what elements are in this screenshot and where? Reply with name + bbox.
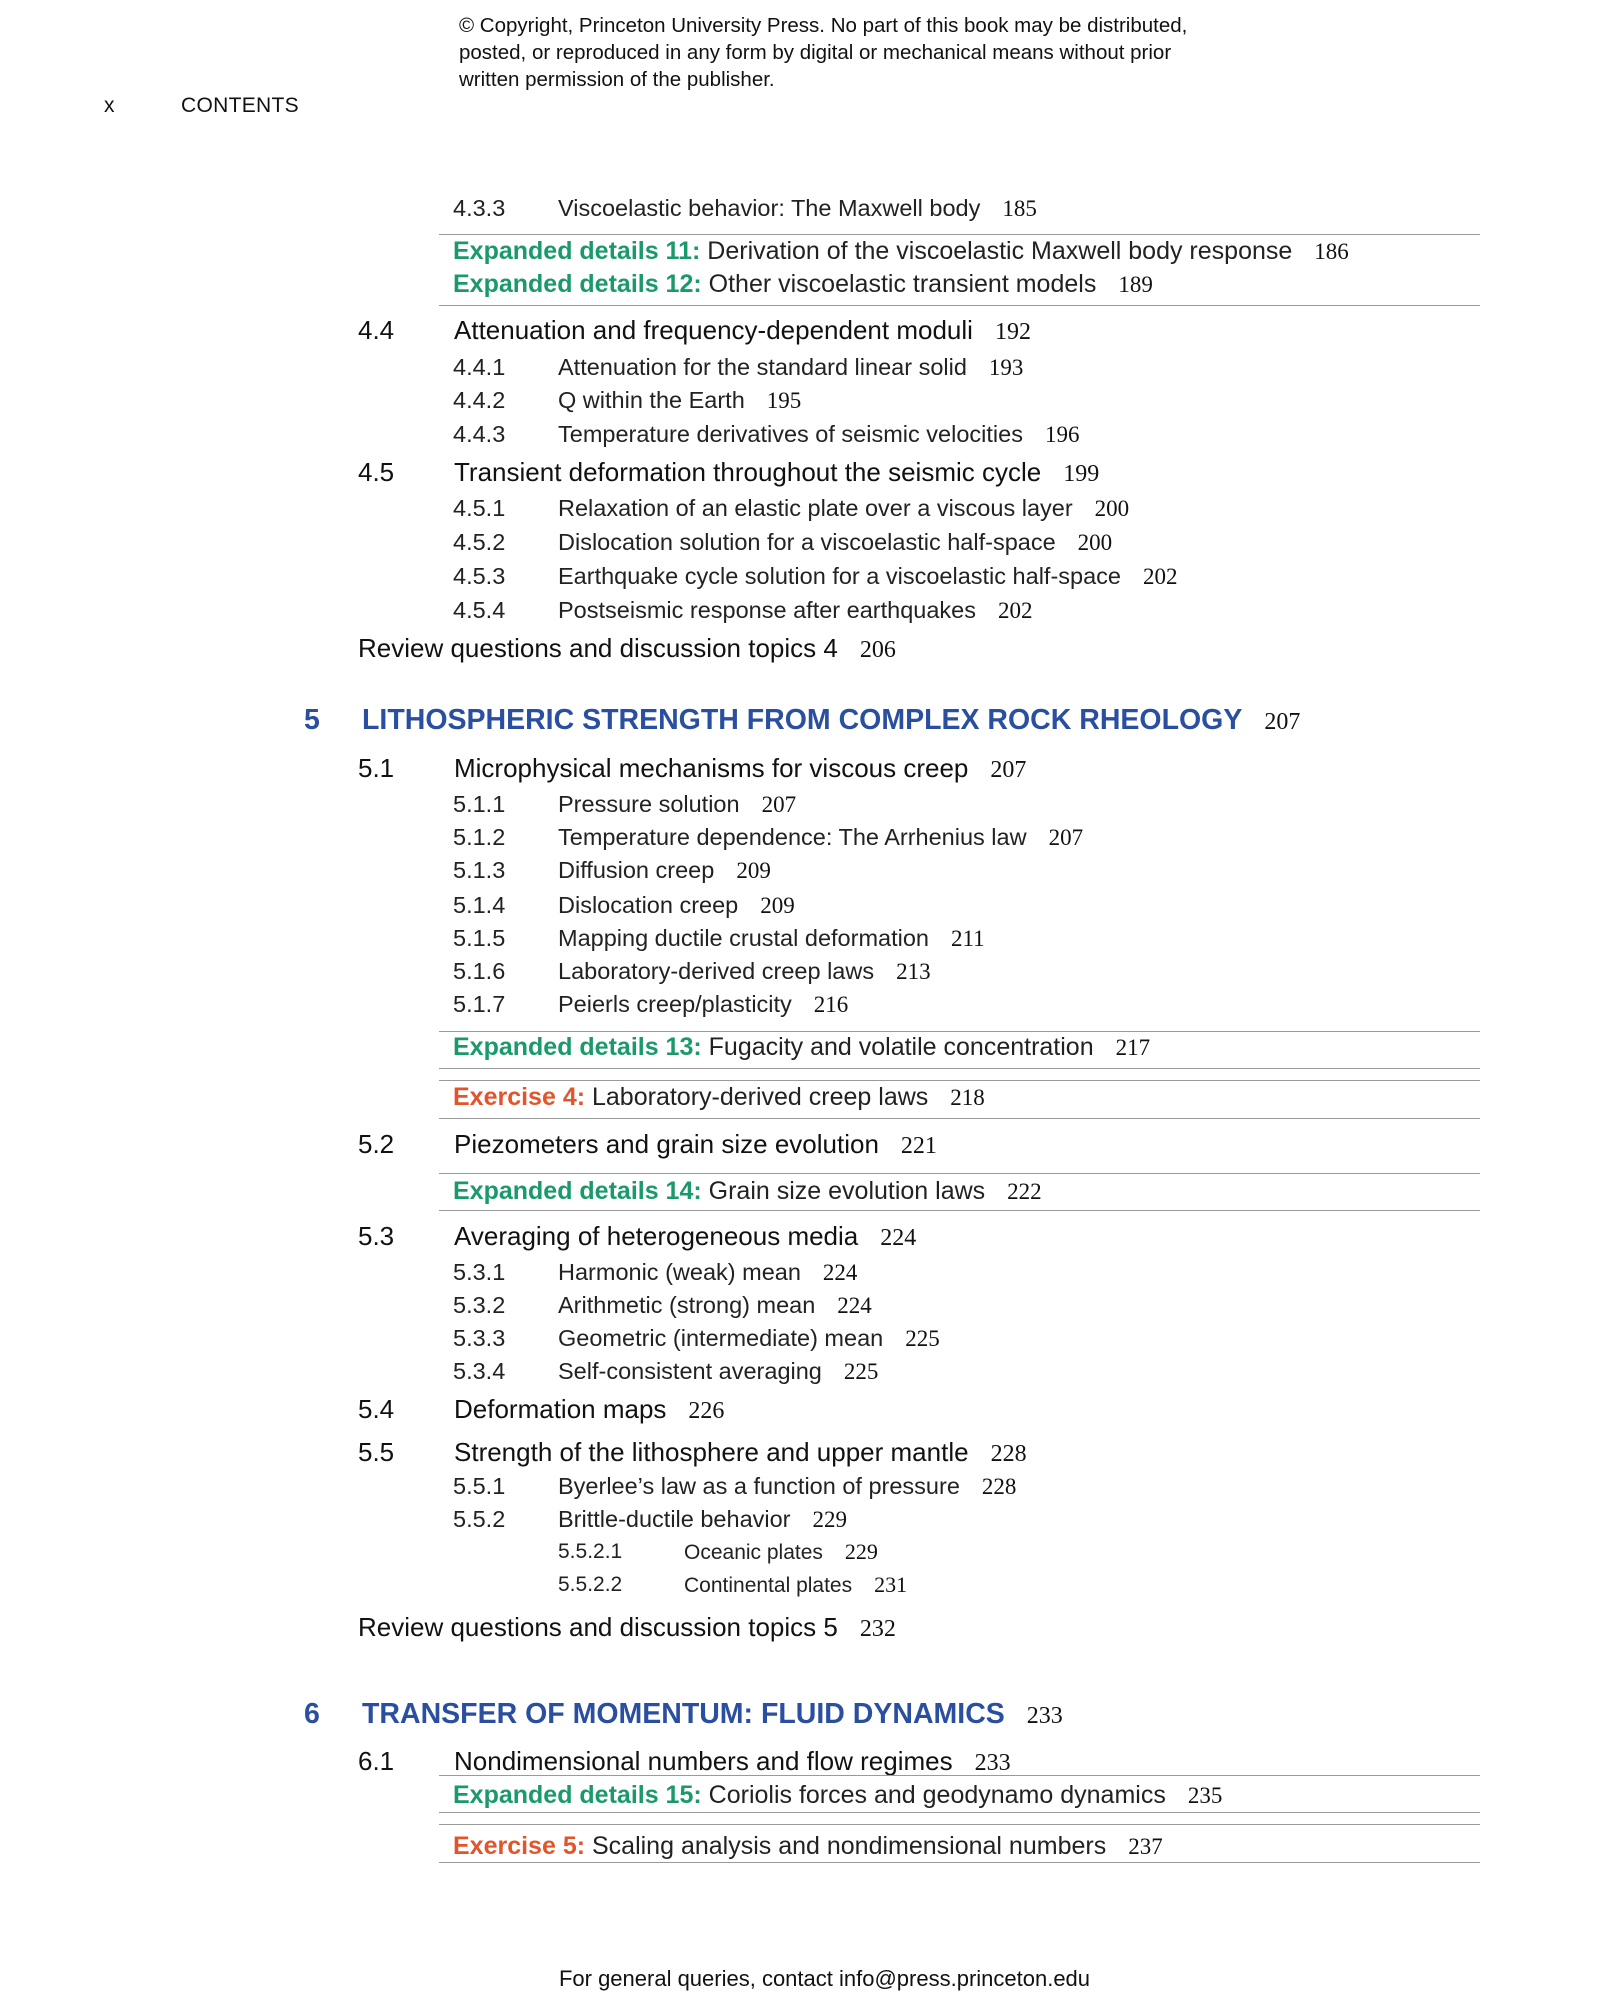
- entry-page-number: 185: [1002, 196, 1037, 221]
- entry-title-group: [454, 1391, 724, 1429]
- toc-entry-subsection: [0, 1254, 1601, 1290]
- toc-entry-subsection: [0, 1353, 1601, 1389]
- entry-number: 5.3.1: [453, 1259, 506, 1285]
- entry-title: Attenuation and frequency-dependent moduli: [454, 315, 973, 345]
- entry-title-group: [558, 819, 1083, 856]
- entry-title: Nondimensional numbers and flow regimes: [454, 1746, 953, 1776]
- toc-entry-box: [0, 1777, 1601, 1813]
- entry-number: 6.1: [358, 1746, 395, 1776]
- entry-title-group: [558, 852, 771, 889]
- entry-number: 4.5.3: [453, 563, 506, 589]
- entry-title: Peierls creep/plasticity: [558, 991, 792, 1017]
- entry-page-number: 222: [1007, 1179, 1042, 1204]
- toc-entry-section: [0, 312, 1601, 348]
- entry-page-number: 200: [1094, 496, 1130, 521]
- box-rule: [439, 1862, 1480, 1863]
- entry-title: LITHOSPHERIC STRENGTH FROM COMPLEX ROCK RHEOLOGY: [362, 704, 1243, 736]
- page-number: x: [104, 94, 115, 117]
- entry-page-number: 207: [1264, 709, 1301, 735]
- entry-title-group: [558, 416, 1079, 453]
- entry-page-number: 229: [812, 1507, 847, 1532]
- entry-page-number: 200: [1077, 530, 1113, 555]
- entry-title-group: [362, 702, 1300, 740]
- entry-page-number: 196: [1044, 422, 1080, 447]
- copyright-notice: © Copyright, Princeton University Press. No part of this book may be distributed, posted, or reproduced in any form by digital or mechanical means without prior written permission of the publisher.: [459, 14, 1188, 91]
- entry-title-group: [453, 1029, 1150, 1066]
- toc-entry-section: [0, 1434, 1601, 1470]
- entry-number: 5.5: [358, 1437, 395, 1467]
- entry-page-number: 237: [1128, 1834, 1163, 1859]
- toc-entry-review: [0, 630, 1601, 666]
- entry-title: Temperature derivatives of seismic velocities: [558, 421, 1023, 447]
- entry-page-number: 224: [822, 1260, 858, 1285]
- entry-title: Review questions and discussion topics 5: [358, 1612, 838, 1642]
- entry-number: 4.3.3: [453, 195, 506, 221]
- box-rule: [439, 1068, 1480, 1069]
- entry-title: Brittle-ductile behavior: [558, 1506, 791, 1532]
- toc-entry-chapter: [0, 702, 1601, 738]
- entry-title: Oceanic plates: [684, 1541, 823, 1564]
- box-rule: [439, 305, 1480, 306]
- entry-page-number: 217: [1115, 1035, 1151, 1060]
- entry-title-group: [453, 1079, 985, 1116]
- entry-page-number: 226: [688, 1398, 725, 1424]
- entry-number: 5.3.3: [453, 1325, 506, 1351]
- entry-title-group: [558, 1501, 847, 1538]
- exercise-label: Exercise 5:: [453, 1832, 586, 1860]
- toc-entry-subsection: [0, 1468, 1601, 1504]
- entry-title: Coriolis forces and geodynamo dynamics: [708, 1781, 1166, 1809]
- toc-entry-subsubsection: [0, 1567, 1601, 1603]
- entry-title-group: [454, 1218, 916, 1256]
- entry-title-group: [558, 887, 795, 924]
- entry-title: Harmonic (weak) mean: [558, 1259, 801, 1285]
- entry-number: 4.5.4: [453, 597, 506, 623]
- entry-title-group: [454, 750, 1026, 788]
- entry-title: Dislocation creep: [558, 892, 739, 918]
- entry-title: Grain size evolution laws: [708, 1177, 986, 1205]
- toc-entry-section: [0, 1218, 1601, 1254]
- entry-page-number: 235: [1187, 1783, 1223, 1808]
- entry-title-group: [558, 382, 801, 419]
- toc-entry-box-ex: [0, 1079, 1601, 1115]
- toc-entry-review: [0, 1609, 1601, 1645]
- entry-title-group: [558, 592, 1033, 629]
- entry-title-group: [454, 454, 1099, 492]
- entry-title: Review questions and discussion topics 4: [358, 633, 838, 663]
- toc-entry-box: [0, 1029, 1601, 1065]
- toc-entry-subsection: [0, 1501, 1601, 1537]
- toc-entry-subsection: [0, 524, 1601, 560]
- entry-title-group: [684, 1534, 878, 1571]
- entry-title-group: [558, 190, 1037, 227]
- entry-title: Piezometers and grain size evolution: [454, 1129, 879, 1159]
- entry-page-number: 228: [981, 1474, 1017, 1499]
- entry-title: Strength of the lithosphere and upper mantle: [454, 1437, 969, 1467]
- entry-title: Postseismic response after earthquakes: [558, 597, 976, 623]
- entry-page-number: 211: [950, 926, 985, 951]
- toc-entry-subsection: [0, 349, 1601, 385]
- toc-entry-subsection: [0, 190, 1601, 226]
- toc-entry-subsection: [0, 558, 1601, 594]
- entry-page-number: 221: [900, 1133, 937, 1159]
- entry-page-number: 229: [844, 1539, 878, 1564]
- toc-entry-subsection: [0, 920, 1601, 956]
- expanded-details-label: Expanded details 14:: [453, 1177, 702, 1205]
- entry-title-group: [362, 1696, 1063, 1734]
- entry-page-number: 218: [950, 1085, 985, 1110]
- toc-entry-subsection: [0, 819, 1601, 855]
- entry-title-group: [558, 558, 1177, 595]
- entry-number: 4.4.2: [453, 387, 506, 413]
- box-rule: [439, 1824, 1480, 1825]
- toc-entry-subsection: [0, 986, 1601, 1022]
- entry-number: 5.1: [358, 753, 395, 783]
- entry-title-group: [453, 266, 1153, 303]
- toc-entry-subsection: [0, 953, 1601, 989]
- running-head-title: CONTENTS: [181, 94, 299, 117]
- entry-title-group: [558, 1254, 857, 1291]
- entry-title: Pressure solution: [558, 791, 740, 817]
- entry-title-group: [358, 630, 896, 668]
- toc-entry-subsection: [0, 887, 1601, 923]
- entry-page-number: 233: [974, 1750, 1011, 1776]
- entry-number: 5.3.2: [453, 1292, 506, 1318]
- entry-title: Q within the Earth: [558, 387, 745, 413]
- expanded-details-label: Expanded details 11:: [453, 237, 701, 265]
- toc-entry-section: [0, 454, 1601, 490]
- entry-title: Laboratory-derived creep laws: [558, 958, 875, 984]
- entry-title: Earthquake cycle solution for a viscoelastic half-space: [558, 563, 1121, 589]
- entry-page-number: 225: [905, 1326, 940, 1351]
- entry-title: Viscoelastic behavior: The Maxwell body: [558, 195, 981, 221]
- box-rule: [439, 1210, 1480, 1211]
- toc-entry-box-ex: [0, 1828, 1601, 1864]
- entry-title-group: [558, 524, 1112, 561]
- toc-entry-subsection: [0, 1320, 1601, 1356]
- entry-title-group: [453, 1828, 1163, 1865]
- entry-title: Averaging of heterogeneous media: [454, 1221, 859, 1251]
- footer-contact: For general queries, contact info@press.princeton.edu: [558, 1966, 1091, 1991]
- entry-page-number: 189: [1118, 272, 1153, 297]
- entry-number: 5.5.2.2: [558, 1573, 623, 1596]
- entry-number: 5.5.2.1: [558, 1540, 623, 1563]
- entry-title-group: [684, 1567, 907, 1604]
- entry-title-group: [358, 1609, 896, 1647]
- entry-number: 5.1.2: [453, 824, 506, 850]
- entry-number: 5.3.4: [453, 1358, 506, 1384]
- entry-title-group: [454, 1126, 937, 1164]
- toc-entry-section: [0, 1743, 1601, 1779]
- entry-page-number: 233: [1026, 1703, 1063, 1729]
- toc-entry-subsection: [0, 490, 1601, 526]
- entry-page-number: 224: [837, 1293, 872, 1318]
- entry-page-number: 207: [1048, 825, 1084, 850]
- entry-number: 6: [304, 1698, 320, 1730]
- entry-title: Byerlee’s law as a function of pressure: [558, 1473, 960, 1499]
- entry-title: Microphysical mechanisms for viscous creep: [454, 753, 969, 783]
- toc-entry-section: [0, 1391, 1601, 1427]
- entry-title-group: [558, 1468, 1016, 1505]
- entry-title-group: [558, 1287, 872, 1324]
- entry-title-group: [453, 233, 1349, 270]
- entry-number: 4.5.1: [453, 495, 506, 521]
- entry-number: 5.1.6: [453, 958, 506, 984]
- toc-entry-chapter: [0, 1696, 1601, 1732]
- entry-page-number: 199: [1063, 461, 1100, 487]
- toc-entry-subsection: [0, 1287, 1601, 1323]
- entry-title: Relaxation of an elastic plate over a viscous layer: [558, 495, 1073, 521]
- entry-title: Scaling analysis and nondimensional numbers: [592, 1832, 1107, 1860]
- entry-title-group: [453, 1173, 1042, 1210]
- expanded-details-label: Expanded details 15:: [453, 1781, 702, 1809]
- entry-title: Laboratory-derived creep laws: [592, 1083, 929, 1111]
- entry-page-number: 207: [761, 792, 797, 817]
- entry-page-number: 195: [766, 388, 802, 413]
- toc-entry-section: [0, 750, 1601, 786]
- entry-number: 5.2: [358, 1129, 395, 1159]
- entry-number: 5.5.1: [453, 1473, 506, 1499]
- entry-number: 5: [304, 704, 320, 736]
- entry-title: Arithmetic (strong) mean: [558, 1292, 816, 1318]
- toc-entry-subsection: [0, 786, 1601, 822]
- entry-page-number: 209: [760, 893, 795, 918]
- entry-page-number: 202: [1142, 564, 1178, 589]
- entry-title-group: [558, 1320, 940, 1357]
- toc-entry-subsubsection: [0, 1534, 1601, 1570]
- entry-title-group: [558, 786, 796, 823]
- toc-entry-subsection: [0, 852, 1601, 888]
- entry-title-group: [558, 953, 931, 990]
- entry-number: 5.1.7: [453, 991, 506, 1017]
- toc-entry-section: [0, 1126, 1601, 1162]
- box-rule: [439, 1118, 1480, 1119]
- entry-page-number: 224: [880, 1225, 917, 1251]
- entry-page-number: 213: [896, 959, 931, 984]
- entry-title-group: [558, 1353, 878, 1390]
- entry-title-group: [454, 312, 1031, 350]
- entry-title-group: [558, 920, 985, 957]
- entry-title: Transient deformation throughout the seismic cycle: [454, 457, 1042, 487]
- toc-entry-box: [0, 266, 1601, 302]
- entry-page-number: 206: [859, 637, 896, 663]
- entry-title-group: [558, 490, 1129, 527]
- entry-page-number: 216: [813, 992, 849, 1017]
- entry-number: 5.1.5: [453, 925, 506, 951]
- entry-title: Fugacity and volatile concentration: [708, 1033, 1094, 1061]
- entry-page-number: 232: [859, 1616, 896, 1642]
- box-rule: [439, 1775, 1480, 1776]
- entry-title-group: [558, 349, 1023, 386]
- entry-title: Dislocation solution for a viscoelastic half-space: [558, 529, 1056, 555]
- entry-title: Attenuation for the standard linear solid: [558, 354, 967, 380]
- entry-number: 4.4.1: [453, 354, 506, 380]
- exercise-label: Exercise 4:: [453, 1083, 586, 1111]
- entry-number: 5.3: [358, 1221, 395, 1251]
- entry-page-number: 209: [736, 858, 771, 883]
- entry-number: 5.1.3: [453, 857, 506, 883]
- expanded-details-label: Expanded details 12:: [453, 270, 702, 298]
- entry-title: Geometric (intermediate) mean: [558, 1325, 884, 1351]
- toc-entry-box: [0, 1173, 1601, 1209]
- toc-entry-subsection: [0, 382, 1601, 418]
- entry-title: Temperature dependence: The Arrhenius law: [558, 824, 1027, 850]
- entry-number: 4.4: [358, 315, 395, 345]
- entry-title: Continental plates: [684, 1574, 853, 1597]
- entry-page-number: 228: [990, 1441, 1027, 1467]
- entry-page-number: 225: [843, 1359, 879, 1384]
- entry-page-number: 207: [990, 757, 1027, 783]
- entry-page-number: 192: [994, 319, 1031, 345]
- box-rule: [439, 1812, 1480, 1813]
- entry-title-group: [454, 1434, 1027, 1472]
- entry-page-number: 231: [874, 1572, 908, 1597]
- toc-entry-subsection: [0, 592, 1601, 628]
- entry-number: 5.5.2: [453, 1506, 506, 1532]
- toc-entry-subsection: [0, 416, 1601, 452]
- entry-title-group: [558, 986, 848, 1023]
- entry-title: Derivation of the viscoelastic Maxwell body response: [707, 237, 1293, 265]
- entry-title: Other viscoelastic transient models: [708, 270, 1097, 298]
- entry-title-group: [453, 1777, 1222, 1814]
- expanded-details-label: Expanded details 13:: [453, 1033, 702, 1061]
- entry-page-number: 202: [998, 598, 1033, 623]
- entry-number: 4.4.3: [453, 421, 506, 447]
- entry-title: Self-consistent averaging: [558, 1358, 822, 1384]
- entry-number: 4.5.2: [453, 529, 506, 555]
- toc-entry-box: [0, 233, 1601, 269]
- entry-title: Mapping ductile crustal deformation: [558, 925, 929, 951]
- entry-number: 5.4: [358, 1394, 395, 1424]
- entry-page-number: 193: [988, 355, 1024, 380]
- entry-number: 5.1.4: [453, 892, 506, 918]
- entry-title: TRANSFER OF MOMENTUM: FLUID DYNAMICS: [362, 1698, 1005, 1730]
- entry-number: 5.1.1: [453, 791, 506, 817]
- entry-page-number: 186: [1314, 239, 1349, 264]
- entry-title: Deformation maps: [454, 1394, 667, 1424]
- entry-number: 4.5: [358, 457, 395, 487]
- entry-title: Diffusion creep: [558, 857, 715, 883]
